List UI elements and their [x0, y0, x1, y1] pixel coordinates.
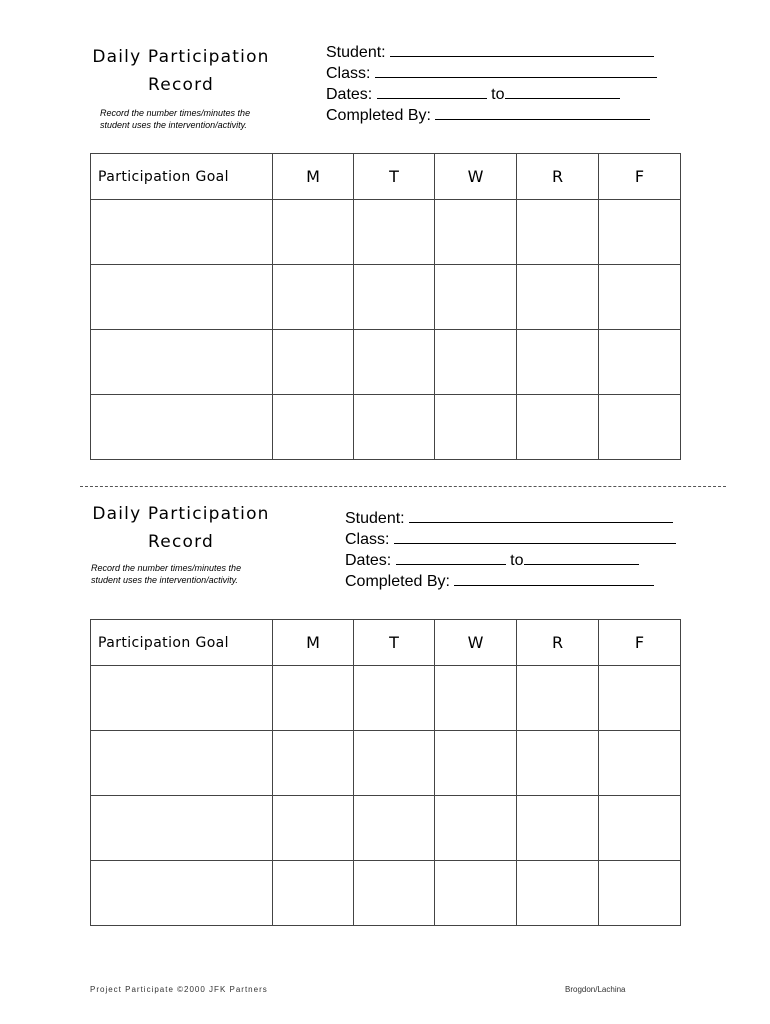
day-cell[interactable]: [435, 395, 517, 460]
dates-label: Dates:: [326, 86, 373, 103]
day-cell[interactable]: [599, 731, 681, 796]
day-cell[interactable]: [599, 666, 681, 731]
goal-cell[interactable]: [91, 265, 273, 330]
table-row: [91, 330, 681, 395]
day-cell[interactable]: [354, 330, 435, 395]
table-row: [91, 731, 681, 796]
day-cell[interactable]: [273, 861, 354, 926]
day-cell[interactable]: [354, 861, 435, 926]
table-row: [91, 796, 681, 861]
student-blank[interactable]: [409, 509, 673, 523]
note-line-1: Record the number times/minutes the: [100, 108, 251, 118]
date-to-blank[interactable]: [505, 85, 620, 99]
table-row: [91, 200, 681, 265]
form-2-note: [91, 563, 241, 586]
table-row: [91, 395, 681, 460]
dates-field[interactable]: [326, 84, 657, 105]
day-cell[interactable]: [273, 666, 354, 731]
note-line-1: Record the number times/minutes the: [91, 563, 242, 573]
table-header-row: [91, 620, 681, 666]
day-cell[interactable]: [517, 200, 599, 265]
day-cell[interactable]: [435, 731, 517, 796]
goal-cell[interactable]: [91, 861, 273, 926]
day-cell[interactable]: [354, 395, 435, 460]
class-label: Class:: [326, 65, 371, 82]
student-field[interactable]: [345, 508, 676, 529]
day-cell[interactable]: [273, 796, 354, 861]
goal-cell[interactable]: [91, 330, 273, 395]
day-header-t: T: [354, 154, 435, 200]
form-title-line-2: Record: [148, 75, 214, 95]
form-title-line-2: Record: [148, 532, 214, 552]
date-from-blank[interactable]: [396, 551, 506, 565]
day-header-f: F: [599, 154, 681, 200]
day-cell[interactable]: [435, 265, 517, 330]
form-title-line-1: Daily Participation: [92, 504, 270, 524]
class-field[interactable]: [345, 529, 676, 550]
goal-cell[interactable]: [91, 731, 273, 796]
completed-by-blank[interactable]: [454, 572, 654, 586]
day-cell[interactable]: [517, 666, 599, 731]
day-cell[interactable]: [517, 395, 599, 460]
to-label: to: [491, 86, 505, 103]
day-cell[interactable]: [273, 200, 354, 265]
day-cell[interactable]: [517, 265, 599, 330]
class-field[interactable]: [326, 63, 657, 84]
class-label: Class:: [345, 531, 390, 548]
form-title-line-1: Daily Participation: [92, 47, 270, 67]
day-header-t: T: [354, 620, 435, 666]
goal-cell[interactable]: [91, 395, 273, 460]
to-label: to: [510, 552, 524, 569]
day-cell[interactable]: [599, 796, 681, 861]
student-label: Student:: [326, 44, 386, 61]
day-cell[interactable]: [354, 200, 435, 265]
note-line-2: student uses the intervention/activity.: [100, 119, 247, 130]
day-header-w: W: [435, 620, 517, 666]
form-2-fields: [345, 508, 676, 592]
goal-header: Participation Goal: [91, 154, 273, 200]
table-row: [91, 861, 681, 926]
day-cell[interactable]: [435, 200, 517, 265]
day-cell[interactable]: [517, 861, 599, 926]
day-cell[interactable]: [599, 330, 681, 395]
day-cell[interactable]: [435, 796, 517, 861]
form-1-participation-table: [90, 153, 681, 460]
day-header-r: R: [517, 620, 599, 666]
completed-by-field[interactable]: [345, 571, 676, 592]
day-cell[interactable]: [273, 265, 354, 330]
date-from-blank[interactable]: [377, 85, 487, 99]
day-cell[interactable]: [435, 861, 517, 926]
day-cell[interactable]: [435, 330, 517, 395]
cut-line-divider: [80, 486, 726, 487]
dates-field[interactable]: [345, 550, 676, 571]
day-header-r: R: [517, 154, 599, 200]
day-cell[interactable]: [599, 861, 681, 926]
day-header-m: M: [273, 154, 354, 200]
day-cell[interactable]: [273, 395, 354, 460]
goal-cell[interactable]: [91, 666, 273, 731]
goal-cell[interactable]: [91, 200, 273, 265]
day-cell[interactable]: [354, 265, 435, 330]
day-cell[interactable]: [435, 666, 517, 731]
form-2-participation-table: [90, 619, 681, 926]
student-blank[interactable]: [390, 43, 654, 57]
goal-cell[interactable]: [91, 796, 273, 861]
day-cell[interactable]: [354, 731, 435, 796]
day-cell[interactable]: [517, 330, 599, 395]
table-row: [91, 265, 681, 330]
day-header-f: F: [599, 620, 681, 666]
day-cell[interactable]: [517, 796, 599, 861]
class-blank[interactable]: [375, 64, 657, 78]
student-label: Student:: [345, 510, 405, 527]
day-cell[interactable]: [599, 265, 681, 330]
day-cell[interactable]: [354, 666, 435, 731]
goal-header: Participation Goal: [91, 620, 273, 666]
day-cell[interactable]: [599, 395, 681, 460]
form-1-fields: [326, 42, 657, 126]
day-header-m: M: [273, 620, 354, 666]
completed-by-blank[interactable]: [435, 106, 650, 120]
day-cell[interactable]: [354, 796, 435, 861]
day-cell[interactable]: [599, 200, 681, 265]
date-to-blank[interactable]: [524, 551, 639, 565]
completed-by-label: Completed By:: [326, 107, 431, 124]
completed-by-field[interactable]: [326, 105, 657, 126]
dates-label: Dates:: [345, 552, 392, 569]
table-header-row: [91, 154, 681, 200]
footer-right: Brogdon/Lachina: [565, 985, 626, 994]
note-line-2: student uses the intervention/activity.: [91, 574, 238, 585]
day-cell[interactable]: [273, 731, 354, 796]
completed-by-label: Completed By:: [345, 573, 450, 590]
class-blank[interactable]: [394, 530, 676, 544]
footer-left: Project Participate ©2000 JFK Partners: [90, 985, 268, 994]
day-header-w: W: [435, 154, 517, 200]
form-1-note: [100, 108, 250, 131]
table-row: [91, 666, 681, 731]
form-2-title: [81, 500, 281, 556]
student-field[interactable]: [326, 42, 657, 63]
day-cell[interactable]: [517, 731, 599, 796]
day-cell[interactable]: [273, 330, 354, 395]
form-1-title: [81, 43, 281, 99]
